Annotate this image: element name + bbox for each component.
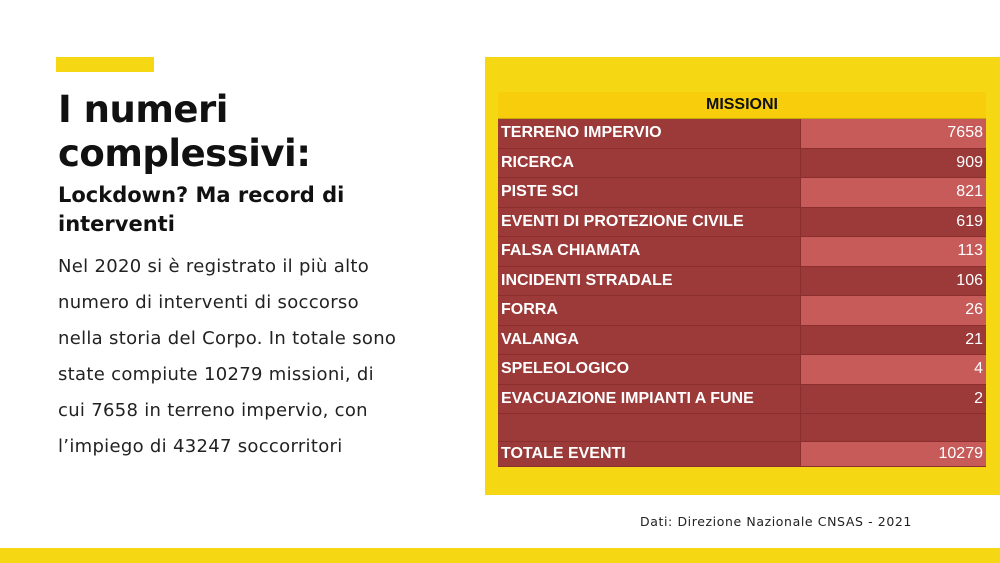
body-paragraph: Nel 2020 si è registrato il più alto numero di interventi di soccorso nella storia del Corpo. In totale sono state compiute 10279 missioni, di cui 7658 in terreno impervio, con l’impiego di 43247 soccorritori xyxy=(58,256,397,457)
title-line-1: I numeri xyxy=(58,88,228,131)
slide-title xyxy=(58,88,311,176)
table-row xyxy=(498,237,986,267)
row-label: FALSA CHIAMATA xyxy=(498,237,801,267)
row-value: 821 xyxy=(801,178,987,208)
table-total-row xyxy=(498,442,986,467)
missions-table xyxy=(498,92,986,467)
row-value: 113 xyxy=(801,237,987,267)
table-row xyxy=(498,207,986,237)
table-row xyxy=(498,119,986,149)
row-value: 21 xyxy=(801,325,987,355)
row-label: EVACUAZIONE IMPIANTI A FUNE xyxy=(498,384,801,414)
row-value: 4 xyxy=(801,355,987,385)
table-header: MISSIONI xyxy=(498,92,986,119)
table-row xyxy=(498,266,986,296)
row-value: 26 xyxy=(801,296,987,326)
total-value: 10279 xyxy=(801,442,987,467)
row-label: VALANGA xyxy=(498,325,801,355)
table-empty-row xyxy=(498,414,986,442)
accent-bar xyxy=(56,57,154,72)
total-label: TOTALE EVENTI xyxy=(498,442,801,467)
row-value: 106 xyxy=(801,266,987,296)
row-label: RICERCA xyxy=(498,148,801,178)
empty-cell xyxy=(801,414,987,442)
title-line-2: complessivi: xyxy=(58,132,311,175)
table-row xyxy=(498,296,986,326)
table-row xyxy=(498,325,986,355)
table-header-row xyxy=(498,92,986,119)
empty-cell xyxy=(498,414,801,442)
row-label: EVENTI DI PROTEZIONE CIVILE xyxy=(498,207,801,237)
row-label: INCIDENTI STRADALE xyxy=(498,266,801,296)
row-value: 7658 xyxy=(801,119,987,149)
row-label: TERRENO IMPERVIO xyxy=(498,119,801,149)
row-label: FORRA xyxy=(498,296,801,326)
row-label: SPELEOLOGICO xyxy=(498,355,801,385)
source-caption: Dati: Direzione Nazionale CNSAS - 2021 xyxy=(640,514,912,529)
table-row xyxy=(498,178,986,208)
table-row xyxy=(498,355,986,385)
row-label: PISTE SCI xyxy=(498,178,801,208)
row-value: 909 xyxy=(801,148,987,178)
table-row xyxy=(498,384,986,414)
table-row xyxy=(498,148,986,178)
bottom-bar xyxy=(0,548,1000,563)
slide-subtitle: Lockdown? Ma record di interventi xyxy=(58,183,345,236)
row-value: 619 xyxy=(801,207,987,237)
row-value: 2 xyxy=(801,384,987,414)
